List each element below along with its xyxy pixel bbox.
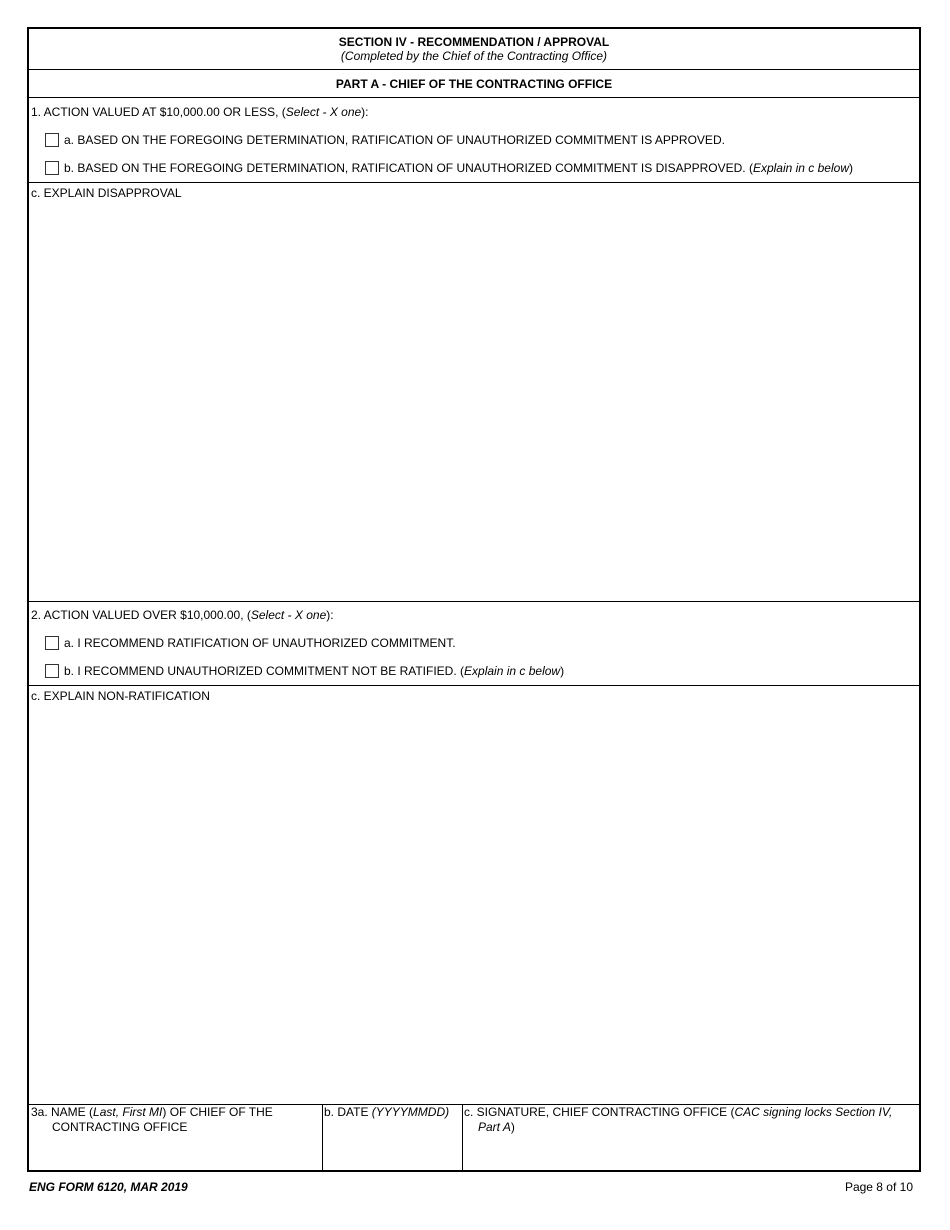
divider: [29, 685, 919, 686]
explain-disapproval-field[interactable]: [31, 203, 917, 599]
date-label: b. DATE (YYYYMMDD): [324, 1105, 450, 1119]
q2-label: 2. ACTION VALUED OVER $10,000.00, (Select - X one):: [31, 608, 334, 622]
explain-non-ratification-field[interactable]: [31, 706, 917, 1102]
explain-disapproval-label: c. EXPLAIN DISAPPROVAL: [31, 186, 182, 200]
signature-field[interactable]: [466, 1139, 916, 1169]
signature-label: c. SIGNATURE, CHIEF CONTRACTING OFFICE (CAC signing locks Section IV, Part A): [464, 1105, 893, 1134]
divider: [29, 601, 919, 602]
q2-option-b-label: b. I RECOMMEND UNAUTHORIZED COMMITMENT NOT BE RATIFIED. (Explain in c below): [64, 664, 565, 678]
chief-name-input[interactable]: [33, 1141, 321, 1169]
section-subtitle: (Completed by the Chief of the Contracting Office): [340, 49, 608, 63]
q2-recommend-checkbox[interactable]: [45, 636, 59, 650]
divider: [29, 182, 919, 183]
chief-name-label: 3a. NAME (Last, First MI) OF CHIEF OF THE CONTRACTING OFFICE: [31, 1105, 273, 1134]
q2-option-a-label: a. I RECOMMEND RATIFICATION OF UNAUTHORIZED COMMITMENT.: [64, 636, 456, 650]
q1-option-a-label: a. BASED ON THE FOREGOING DETERMINATION, RATIFICATION OF UNAUTHORIZED COMMITMENT IS APPROVED.: [64, 133, 725, 147]
q1-option-b-label: b. BASED ON THE FOREGOING DETERMINATION, RATIFICATION OF UNAUTHORIZED COMMITMENT IS DISAPPROVED. (Explain in c below): [64, 161, 853, 175]
date-input[interactable]: [326, 1141, 462, 1169]
part-a-title: PART A - CHIEF OF THE CONTRACTING OFFICE: [335, 77, 613, 91]
section-title: SECTION IV - RECOMMENDATION / APPROVAL: [338, 35, 610, 49]
page-number: Page 8 of 10: [844, 1180, 913, 1194]
q1-approve-checkbox[interactable]: [45, 133, 59, 147]
q2-not-ratified-checkbox[interactable]: [45, 664, 59, 678]
q1-label: 1. ACTION VALUED AT $10,000.00 OR LESS, (Select - X one):: [31, 105, 369, 119]
divider: [462, 1104, 463, 1172]
divider: [322, 1104, 323, 1172]
section-iv-form: [27, 27, 921, 1172]
explain-non-ratification-label: c. EXPLAIN NON-RATIFICATION: [31, 689, 210, 703]
divider: [29, 69, 919, 70]
q1-disapprove-checkbox[interactable]: [45, 161, 59, 175]
divider: [29, 97, 919, 98]
form-id: ENG FORM 6120, MAR 2019: [29, 1180, 188, 1194]
